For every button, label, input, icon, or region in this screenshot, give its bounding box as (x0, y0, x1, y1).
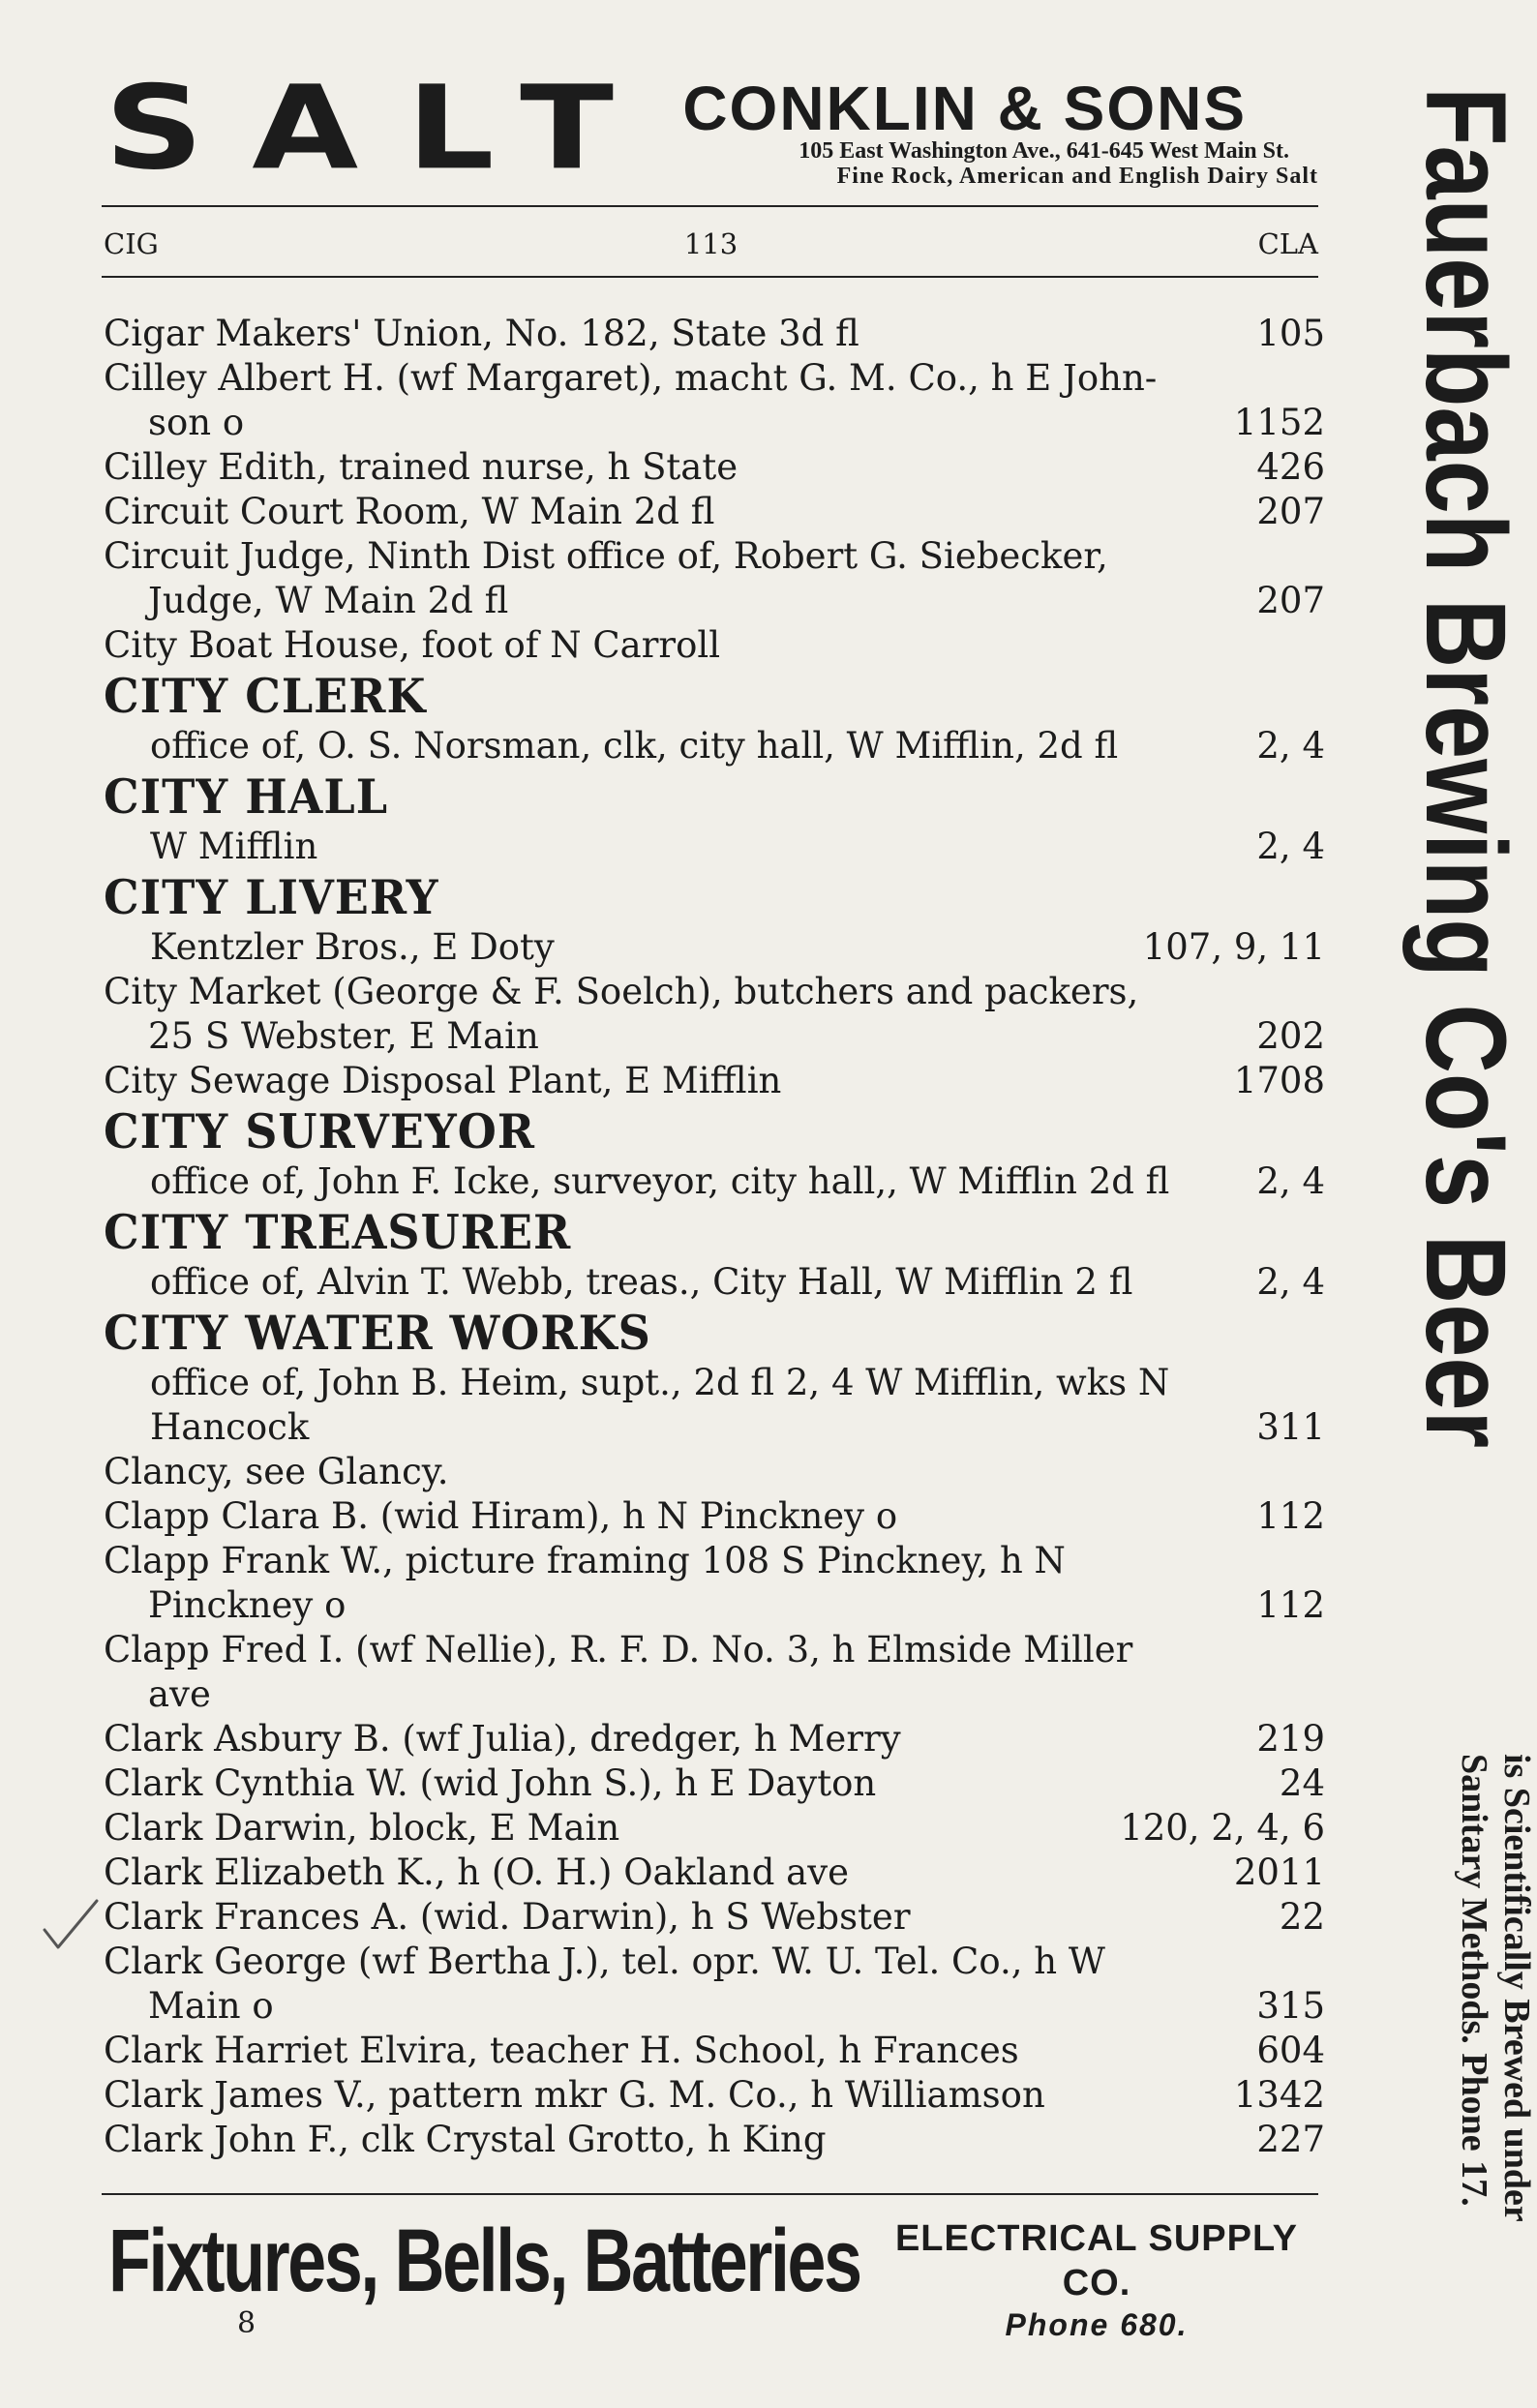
directory-entry (104, 1539, 1325, 1628)
entry-text: office of, John B. Heim, supt., 2d fl 2, 4 W Mifflin, wks N Hancock (150, 1362, 1170, 1448)
directory-entry (104, 825, 1325, 869)
directory-entry (104, 1851, 1325, 1895)
directory-entry (104, 1159, 1325, 1204)
entry-text: Clapp Frank W., picture framing 108 S Pinckney, h N Pinckney o (104, 1540, 1066, 1626)
directory-entry (104, 623, 1325, 668)
section-heading: CITY SURVEYOR (104, 1103, 536, 1159)
entry-text: Clapp Clara B. (wid Hiram), h N Pinckney o (104, 1495, 898, 1537)
entry-page-number: 112 (1256, 1495, 1325, 1537)
entry-page-number: 604 (1256, 2030, 1325, 2071)
entry-page-number: 112 (1256, 1584, 1325, 1626)
entry-text: City Sewage Disposal Plant, E Mifflin (104, 1060, 782, 1101)
section-heading: CITY LIVERY (104, 869, 439, 925)
entry-page-number: 426 (1256, 446, 1325, 488)
entry-page-number: 24 (1279, 1762, 1325, 1804)
directory-entry (104, 970, 1325, 1059)
brewing-ad-main: Fauerbach Brewing Co's Beer (1401, 87, 1529, 1449)
directory-entry (104, 1450, 1325, 1494)
section-heading: CITY HALL (104, 768, 389, 825)
directory-entry (104, 1940, 1325, 2029)
entry-page-number: 207 (1256, 580, 1325, 621)
directory-entry (104, 1361, 1325, 1450)
entry-text: Clark Frances A. (wid. Darwin), h S Webster (104, 1896, 911, 1938)
directory-entries (104, 312, 1325, 2162)
entry-text: Circuit Judge, Ninth Dist office of, Robert G. Siebecker, Judge, W Main 2d fl (104, 535, 1108, 621)
entry-text: Clark Cynthia W. (wid John S.), h E Dayton (104, 1762, 877, 1804)
running-head-right: CLA (1257, 227, 1318, 260)
entry-page-number: 219 (1256, 1718, 1325, 1760)
entry-text: Cigar Makers' Union, No. 182, State 3d fl (104, 313, 859, 354)
directory-entry (104, 1806, 1325, 1851)
signature-mark: 8 (237, 2306, 256, 2340)
section-heading: CITY CLERK (104, 668, 427, 724)
entry-page-number: 107, 9, 11 (1142, 926, 1325, 968)
entry-page-number: 1342 (1233, 2074, 1325, 2116)
entry-text: City Boat House, foot of N Carroll (104, 624, 721, 666)
entry-page-number: 105 (1256, 313, 1325, 354)
directory-entry (104, 2029, 1325, 2073)
entry-page-number: 1152 (1233, 402, 1325, 443)
directory-entry (104, 1895, 1325, 1940)
entry-page-number: 315 (1256, 1985, 1325, 2027)
entry-page-number: 2, 4 (1256, 1160, 1325, 1202)
directory-entry (104, 1059, 1325, 1103)
entry-text: Cilley Albert H. (wf Margaret), macht G. M. Co., h E John-son o (104, 357, 1158, 443)
entry-page-number: 2, 4 (1256, 826, 1325, 867)
directory-entry (104, 2073, 1325, 2118)
entry-text: Clark John F., clk Crystal Grotto, h King (104, 2119, 827, 2160)
directory-entry (104, 445, 1325, 490)
entry-text: Circuit Court Room, W Main 2d fl (104, 491, 715, 532)
entry-text: Clark Harriet Elvira, teacher H. School, h Frances (104, 2030, 1019, 2071)
conklin-ad (629, 74, 1318, 190)
entry-page-number: 2, 4 (1256, 725, 1325, 767)
page-number: 113 (683, 227, 738, 260)
directory-entry (104, 1628, 1325, 1717)
salt-ad-title: SALT (105, 61, 663, 196)
running-head-rule (102, 276, 1318, 278)
entry-text: Clark Asbury B. (wf Julia), dredger, h Merry (104, 1718, 901, 1760)
directory-entry (104, 356, 1325, 445)
conklin-tagline: Fine Rock, American and English Dairy Salt (836, 164, 1318, 189)
entry-page-number: 311 (1256, 1406, 1325, 1448)
entry-text: Clapp Fred I. (wf Nellie), R. F. D. No. 3, h Elmside Miller ave (104, 1629, 1133, 1715)
entry-text: Clark James V., pattern mkr G. M. Co., h Williamson (104, 2074, 1045, 2116)
entry-text: Cilley Edith, trained nurse, h State (104, 446, 738, 488)
fixtures-ad-headline: Fixtures, Bells, Batteries (108, 2212, 860, 2310)
entry-page-number: 207 (1256, 491, 1325, 532)
entry-page-number: 22 (1279, 1896, 1325, 1938)
entry-text: office of, John F. Icke, surveyor, city hall,, W Mifflin 2d fl (150, 1160, 1170, 1202)
directory-entry (104, 1260, 1325, 1305)
brewing-ad-subtext (1453, 1754, 1537, 2222)
directory-entry (104, 534, 1325, 623)
entry-page-number: 202 (1256, 1015, 1325, 1057)
conklin-company-name: CONKLIN & SONS (682, 74, 1247, 143)
entry-text: office of, Alvin T. Webb, treas., City Hall, W Mifflin 2 fl (150, 1261, 1133, 1303)
entry-page-number: 120, 2, 4, 6 (1120, 1807, 1325, 1849)
directory-entry (104, 1761, 1325, 1806)
entry-text: Clark George (wf Bertha J.), tel. opr. W. U. Tel. Co., h W Main o (104, 1941, 1105, 2027)
directory-entry (104, 1494, 1325, 1539)
entry-page-number: 2011 (1233, 1851, 1325, 1893)
running-head-left: CIG (104, 227, 159, 260)
entry-text: City Market (George & F. Soelch), butchers and packers, 25 S Webster, E Main (104, 971, 1139, 1057)
entry-text: office of, O. S. Norsman, clk, city hall, W Mifflin, 2d fl (150, 725, 1119, 767)
footer-rule (102, 2193, 1318, 2195)
directory-entry (104, 1717, 1325, 1761)
brewing-ad-line1: is Scientifically Brewed under (1496, 1754, 1537, 2222)
header-rule (102, 205, 1318, 207)
entry-text: Clancy, see Glancy. (104, 1451, 449, 1492)
running-head (104, 225, 1318, 263)
entry-page-number: 1708 (1233, 1060, 1325, 1101)
electrical-supply-ad (859, 2216, 1334, 2344)
directory-entry (104, 2118, 1325, 2162)
conklin-address: 105 East Washington Ave., 641-645 West Main St. (799, 138, 1289, 164)
section-heading: CITY TREASURER (104, 1204, 572, 1260)
electrical-company-name: ELECTRICAL SUPPLY CO. (894, 2218, 1299, 2303)
entry-text: Kentzler Bros., E Doty (150, 926, 555, 968)
directory-entry (104, 724, 1325, 768)
entry-page-number: 2, 4 (1256, 1261, 1325, 1303)
entry-text: Clark Elizabeth K., h (O. H.) Oakland ave (104, 1851, 850, 1893)
entry-text: Clark Darwin, block, E Main (104, 1807, 620, 1849)
brewing-side-ad (1344, 87, 1537, 2313)
directory-entry (104, 925, 1325, 970)
directory-entry (104, 490, 1325, 534)
handwritten-checkmark-icon (41, 1897, 108, 1955)
electrical-phone: Phone 680. (1005, 2307, 1189, 2342)
directory-entry (104, 312, 1325, 356)
section-heading: CITY WATER WORKS (104, 1305, 651, 1361)
entry-text: W Mifflin (150, 826, 318, 867)
entry-page-number: 227 (1256, 2119, 1325, 2160)
brewing-ad-line2: Sanitary Methods. Phone 17. (1454, 1754, 1494, 2207)
